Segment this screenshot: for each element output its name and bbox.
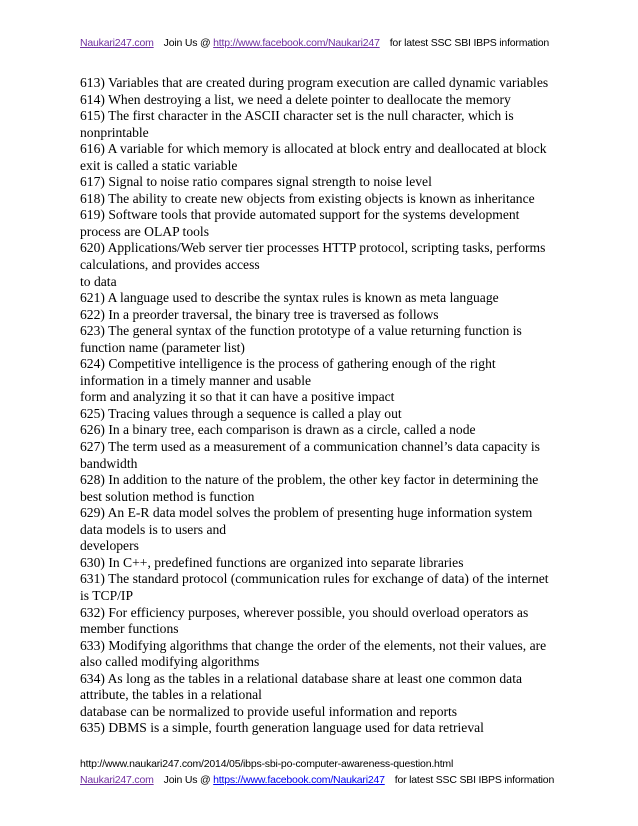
page-header: [80, 37, 620, 49]
text-line: nonprintable: [80, 124, 149, 140]
footer-tail-text: for latest SSC SBI IBPS information: [394, 774, 555, 786]
text-line: 621) A language used to describe the syntax rules is known as meta language: [80, 290, 499, 306]
text-line: 625) Tracing values through a sequence is called a play out: [80, 405, 402, 421]
text-line: 632) For efficiency purposes, wherever possible, you should overload operators as: [80, 604, 529, 620]
footer-links-row: [80, 772, 620, 788]
text-line: member functions: [80, 621, 179, 637]
text-line: 615) The first character in the ASCII character set is the null character, which is: [80, 108, 514, 124]
text-line: process are OLAP tools: [80, 223, 209, 239]
text-line: 620) Applications/Web server tier processes HTTP protocol, scripting tasks, performs: [80, 240, 546, 256]
text-line: 616) A variable for which memory is allocated at block entry and deallocated at block: [80, 141, 547, 157]
text-line: bandwidth: [80, 455, 138, 471]
text-line: 623) The general syntax of the function prototype of a value returning function is: [80, 323, 522, 339]
text-line: 627) The term used as a measurement of a communication channel’s data capacity is: [80, 439, 540, 455]
text-line: 619) Software tools that provide automated support for the systems development: [80, 207, 520, 223]
text-line: 624) Competitive intelligence is the process of gathering enough of the right: [80, 356, 496, 372]
footer-site-link[interactable]: Naukari247.com: [80, 774, 154, 786]
header-join-text: Join Us @: [163, 37, 211, 49]
text-line: to data: [80, 273, 117, 289]
text-line: 630) In C++, predefined functions are organized into separate libraries: [80, 554, 464, 570]
header-tail-text: for latest SSC SBI IBPS information: [389, 37, 550, 49]
footer-join-text: Join Us @: [163, 774, 211, 786]
text-line: 614) When destroying a list, we need a delete pointer to deallocate the memory: [80, 91, 511, 107]
text-line: also called modifying algorithms: [80, 654, 260, 670]
text-line: function name (parameter list): [80, 339, 245, 355]
header-site-link[interactable]: Naukari247.com: [80, 37, 154, 49]
text-line: data models is to users and: [80, 521, 227, 537]
text-line: 613) Variables that are created during program execution are called dynamic variables: [80, 75, 549, 90]
text-line: attribute, the tables in a relational: [80, 687, 262, 703]
text-line: 617) Signal to noise ratio compares signal strength to noise level: [80, 174, 432, 190]
text-line: 633) Modifying algorithms that change the order of the elements, not their values, are: [80, 637, 547, 653]
text-line: database can be normalized to provide useful information and reports: [80, 703, 458, 719]
text-line: developers: [80, 538, 139, 554]
text-line: 634) As long as the tables in a relational database share at least one common data: [80, 670, 523, 686]
text-line: 631) The standard protocol (communication rules for exchange of data) of the internet: [80, 571, 549, 587]
text-line: 628) In addition to the nature of the problem, the other key factor in determining the: [80, 472, 539, 488]
header-facebook-link[interactable]: http://www.facebook.com/Naukari247: [213, 37, 380, 49]
text-line: 618) The ability to create new objects from existing objects is known as inheritance: [80, 190, 535, 206]
page-footer: [80, 756, 620, 788]
text-line: form and analyzing it so that it can have a positive impact: [80, 389, 395, 405]
text-line: 626) In a binary tree, each comparison is drawn as a circle, called a node: [80, 422, 476, 438]
text-line: 622) In a preorder traversal, the binary tree is traversed as follows: [80, 306, 439, 322]
text-line: best solution method is function: [80, 488, 255, 504]
text-line: is TCP/IP: [80, 587, 134, 603]
question-list: [80, 75, 580, 737]
text-line: calculations, and provides access: [80, 257, 260, 273]
footer-url-text: http://www.naukari247.com/2014/05/ibps-sbi-po-computer-awareness-question.html: [80, 758, 454, 770]
text-line: 629) An E-R data model solves the problem of presenting huge information system: [80, 505, 533, 521]
text-line: information in a timely manner and usable: [80, 372, 312, 388]
text-line: exit is called a static variable: [80, 157, 238, 173]
text-line: 635) DBMS is a simple, fourth generation language used for data retrieval: [80, 720, 484, 736]
footer-facebook-link[interactable]: https://www.facebook.com/Naukari247: [213, 774, 385, 786]
